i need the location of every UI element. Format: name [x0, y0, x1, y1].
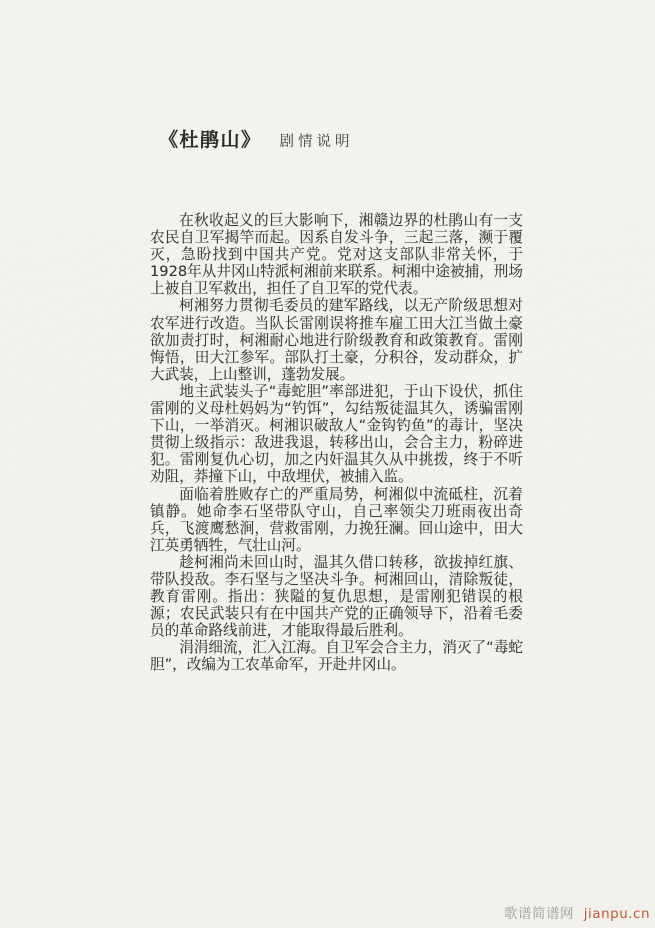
watermark-site-url: jianpu.cn — [583, 906, 651, 922]
synopsis-paragraph-1: 在秋收起义的巨大影响下，湘赣边界的杜鹃山有一支农民自卫军揭竿而起。因系自发斗争，三起三落，濒于覆灭，急盼找到中国共产党。党对这支部队非常关怀，于1928年从井冈山特派柯湘前来联系。柯湘中途被捕，刑场上被自卫军救出，担任了自卫军的党代表。 — [150, 212, 523, 298]
synopsis-paragraph-2: 柯湘努力贯彻毛委员的建军路线，以无产阶级思想对农军进行改造。当队长雷刚误将推车雇工田大江当做土豪欲加责打时，柯湘耐心地进行阶级教育和政策教育。雷刚悔悟，田大江参军。部队打土豪，分积谷，发动群众，扩大武装，上山整训，蓬勃发展。 — [150, 297, 523, 383]
watermark — [504, 902, 650, 922]
page-title: 《杜鹃山》 — [159, 129, 262, 151]
page-subtitle: 剧情说明 — [279, 134, 354, 150]
watermark-site-name: 歌谱简谱网 — [504, 906, 574, 922]
synopsis-body — [150, 212, 523, 674]
synopsis-paragraph-6: 涓涓细流，汇入江海。自卫军会合主力，消灭了“毒蛇胆”，改编为工农革命军，开赴井冈山。 — [150, 639, 523, 674]
synopsis-paragraph-4: 面临着胜败存亡的严重局势，柯湘似中流砥柱，沉着镇静。她命李石坚带队守山，自己率领尖刀班雨夜出奇兵，飞渡鹰愁涧，营救雷刚，力挽狂澜。回山途中，田大江英勇牺牲，气壮山河。 — [150, 485, 523, 554]
title-row — [159, 125, 354, 152]
synopsis-paragraph-5: 趁柯湘尚未回山时，温其久借口转移，欲拔掉红旗、带队投敌。李石坚与之坚决斗争。柯湘回山，清除叛徒，教育雷刚。指出：狭隘的复仇思想，是雷刚犯错误的根源；农民武装只有在中国共产党的正确领导下，沿着毛委员的革命路线前进，才能取得最后胜利。 — [150, 553, 523, 640]
synopsis-paragraph-3: 地主武装头子“毒蛇胆”率部进犯，于山下设伏，抓住雷刚的义母杜妈妈为“钓饵”，勾结叛徒温其久，诱骗雷刚下山，一举消灭。柯湘识破敌人“金钩钓鱼”的毒计，坚决贯彻上级指示：敌进我退，转移出山，会合主力，粉碎进犯。雷刚复仇心切，加之内奸温其久从中挑拨，终于不听劝阻，莽撞下山，中敌埋伏，被捕入监。 — [150, 382, 523, 486]
